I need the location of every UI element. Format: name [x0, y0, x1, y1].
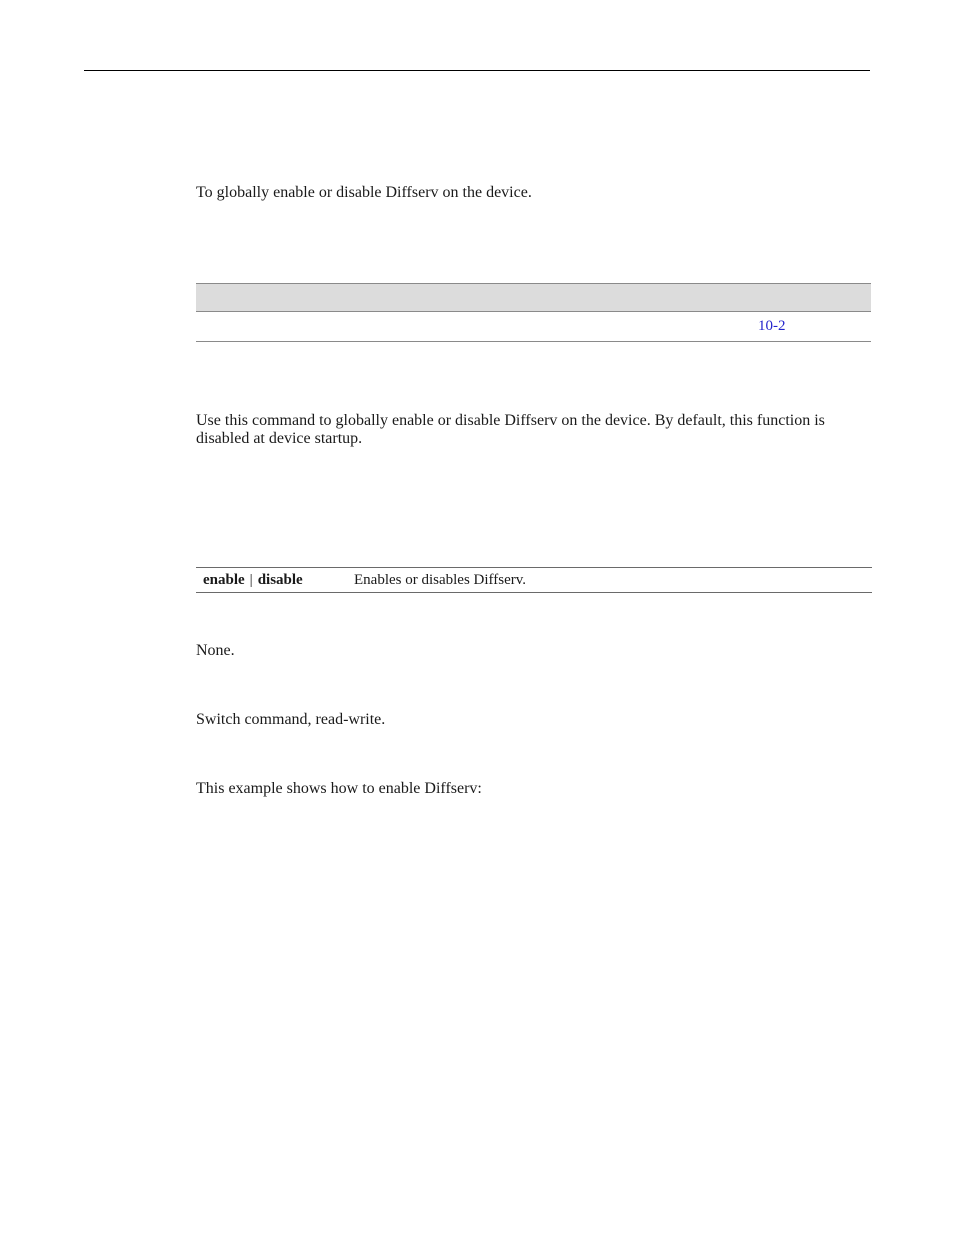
usage-text: Use this command to globally enable or disable Diffserv on the device. By default, this function is disabled at device startup.: [196, 412, 825, 447]
reference-table-header-cell: [196, 284, 758, 312]
table-row: [196, 568, 872, 593]
header-rule: [84, 70, 870, 71]
reference-table-header-cell: [758, 284, 871, 312]
parameter-separator: |: [249, 571, 253, 588]
example-text: This example shows how to enable Diffserv:: [196, 780, 482, 797]
parameter-description: Enables or disables Diffserv.: [354, 568, 872, 593]
mode-text: Switch command, read-write.: [196, 711, 386, 728]
parameter-name: [196, 568, 354, 593]
reference-table-cell: [196, 312, 758, 342]
parameter-disable: disable: [257, 571, 303, 588]
reference-table-cell: [758, 312, 871, 342]
reference-table: [196, 283, 871, 342]
page-reference-link[interactable]: 10-2: [758, 318, 786, 334]
purpose-text: To globally enable or disable Diffserv on the device.: [196, 184, 532, 201]
defaults-text: None.: [196, 642, 235, 659]
parameter-enable: enable: [203, 571, 245, 588]
reference-table-header: [196, 284, 871, 312]
parameters-table: [196, 567, 872, 593]
reference-table-row: [196, 312, 871, 342]
